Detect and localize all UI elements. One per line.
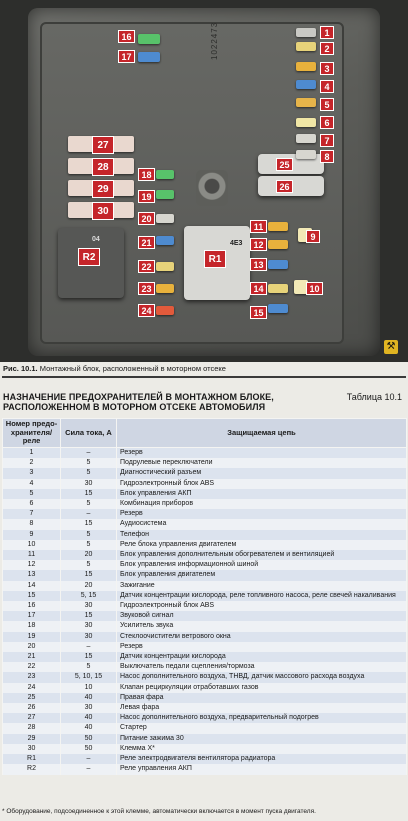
circuit-cell: Резерв	[117, 642, 407, 652]
current-cell: 30	[61, 479, 117, 489]
wrench-icon: ⚒	[384, 340, 398, 354]
table-row	[3, 683, 407, 693]
current-cell: 15	[61, 519, 117, 529]
label-19: 19	[138, 190, 155, 203]
caption-label: Рис. 10.1.	[3, 364, 38, 373]
table-row	[3, 632, 407, 642]
table-row	[3, 479, 407, 489]
fuse-1	[296, 28, 316, 37]
label-7: 7	[320, 134, 334, 147]
table-row	[3, 754, 407, 764]
table-row	[3, 601, 407, 611]
footnote: * Оборудование, подсоединенное к этой клемме, автоматически включается в момент пуска двигателя.	[2, 808, 316, 815]
label-2: 2	[320, 42, 334, 55]
label-11: 11	[250, 220, 267, 233]
current-cell: 30	[61, 601, 117, 611]
table-row	[3, 652, 407, 662]
fuse-19	[156, 190, 174, 199]
circuit-cell: Гидроэлектронный блок ABS	[117, 601, 407, 611]
current-cell: 5	[61, 662, 117, 672]
current-cell: 10	[61, 683, 117, 693]
circuit-cell: Диагностический разъем	[117, 468, 407, 478]
circuit-cell: Стартер	[117, 723, 407, 733]
label-25: 25	[276, 158, 293, 171]
fuse-number-cell: 6	[3, 499, 61, 509]
fuse-number-cell: 7	[3, 509, 61, 519]
current-cell: 5	[61, 540, 117, 550]
fuse-box-photo	[0, 0, 408, 362]
fuse-number-cell: 29	[3, 734, 61, 744]
section-divider	[2, 376, 406, 378]
fuse-3	[296, 62, 316, 71]
fuse-number-cell: 20	[3, 642, 61, 652]
fuse-number-cell: 24	[3, 683, 61, 693]
circuit-cell: Датчик концентрации кислорода, реле топливного насоса, реле свечей накаливания	[117, 591, 407, 601]
table-row	[3, 723, 407, 733]
current-cell: 20	[61, 581, 117, 591]
table-row	[3, 499, 407, 509]
table-row	[3, 560, 407, 570]
fuse-4	[296, 80, 316, 89]
fuse-number-cell: 25	[3, 693, 61, 703]
label-26: 26	[276, 180, 293, 193]
label-18: 18	[138, 168, 155, 181]
table-row	[3, 530, 407, 540]
table-row	[3, 489, 407, 499]
current-cell: 30	[61, 621, 117, 631]
table-row	[3, 591, 407, 601]
circuit-cell: Блок управления информационной шиной	[117, 560, 407, 570]
fuse-21	[156, 236, 174, 245]
label-28: 28	[92, 158, 114, 176]
header-fuse-number: Номер предо-хранителя/реле	[3, 419, 61, 448]
circuit-cell: Реле управления АКП	[117, 764, 407, 774]
current-cell: 30	[61, 703, 117, 713]
circuit-cell: Комбинация приборов	[117, 499, 407, 509]
current-cell: 40	[61, 693, 117, 703]
label-8: 8	[320, 150, 334, 163]
fuse-23	[156, 284, 174, 293]
fuse-18	[156, 170, 174, 179]
circuit-cell: Звуковой сигнал	[117, 611, 407, 621]
current-cell: –	[61, 764, 117, 774]
relay-r2-marking: 04	[92, 236, 100, 243]
circuit-cell: Левая фара	[117, 703, 407, 713]
current-cell: 20	[61, 550, 117, 560]
current-cell: 15	[61, 611, 117, 621]
table-row	[3, 693, 407, 703]
label-16: 16	[118, 30, 135, 43]
table-heading	[3, 392, 323, 412]
circuit-cell: Блок управления АКП	[117, 489, 407, 499]
label-13: 13	[250, 258, 267, 271]
table-row	[3, 540, 407, 550]
circuit-cell: Правая фара	[117, 693, 407, 703]
fuse-number-cell: 12	[3, 560, 61, 570]
fuse-number-cell: 9	[3, 530, 61, 540]
table-row	[3, 509, 407, 519]
current-cell: 5	[61, 458, 117, 468]
header-circuit: Защищаемая цепь	[117, 419, 407, 448]
label-12: 12	[250, 238, 267, 251]
table-row	[3, 468, 407, 478]
table-header-row	[3, 419, 407, 448]
label-17: 17	[118, 50, 135, 63]
label-29: 29	[92, 180, 114, 198]
fuse-5	[296, 98, 316, 107]
current-cell: 5	[61, 468, 117, 478]
label-15: 15	[250, 306, 267, 319]
label-20: 20	[138, 212, 155, 225]
fuse-22	[156, 262, 174, 271]
circuit-cell: Телефон	[117, 530, 407, 540]
fuse-24	[156, 306, 174, 315]
circuit-cell: Резерв	[117, 448, 407, 459]
fuse-7	[296, 134, 316, 143]
current-cell: –	[61, 754, 117, 764]
fuse-number-cell: 28	[3, 723, 61, 733]
current-cell: 5	[61, 530, 117, 540]
table-number: Таблица 10.1	[346, 392, 402, 402]
fuse-number-cell: R2	[3, 764, 61, 774]
circuit-cell: Стеклоочистители ветрового окна	[117, 632, 407, 642]
current-cell: 15	[61, 489, 117, 499]
relay-r1-marking: 4E3	[230, 240, 243, 247]
label-r2: R2	[78, 248, 100, 266]
label-22: 22	[138, 260, 155, 273]
label-21: 21	[138, 236, 155, 249]
fuse-8	[296, 150, 316, 159]
table-row	[3, 448, 407, 459]
fuse-number-cell: 17	[3, 611, 61, 621]
current-cell: 15	[61, 570, 117, 580]
fuse-number-cell: 11	[3, 550, 61, 560]
fuse-number-cell: 21	[3, 652, 61, 662]
table-row	[3, 713, 407, 723]
fuse-number-cell: 1	[3, 448, 61, 459]
circuit-cell: Реле блока управления двигателем	[117, 540, 407, 550]
current-cell: 50	[61, 744, 117, 754]
circuit-cell: Резерв	[117, 509, 407, 519]
current-cell: 40	[61, 713, 117, 723]
label-1: 1	[320, 26, 334, 39]
fuse-number-cell: 23	[3, 672, 61, 682]
table-row	[3, 642, 407, 652]
label-9: 9	[306, 230, 320, 243]
fuse-15	[268, 304, 288, 313]
fuse-number-cell: 18	[3, 621, 61, 631]
label-14: 14	[250, 282, 267, 295]
fuse-13	[268, 260, 288, 269]
label-3: 3	[320, 62, 334, 75]
fuse-number-cell: 3	[3, 468, 61, 478]
fuse-number-cell: 14	[3, 581, 61, 591]
table-row	[3, 458, 407, 468]
fuse-14	[268, 284, 288, 293]
label-10: 10	[306, 282, 323, 295]
box-engraving: 1022473	[210, 21, 219, 60]
current-cell: –	[61, 448, 117, 459]
table-row	[3, 581, 407, 591]
table-row	[3, 672, 407, 682]
fuse-number-cell: 8	[3, 519, 61, 529]
circuit-cell: Клемма X*	[117, 744, 407, 754]
label-27: 27	[92, 136, 114, 154]
fuse-number-cell: 5	[3, 489, 61, 499]
circuit-cell: Выключатель педали сцепления/тормоза	[117, 662, 407, 672]
fuse-number-cell: R1	[3, 754, 61, 764]
fuse-number-cell: 10	[3, 540, 61, 550]
label-5: 5	[320, 98, 334, 111]
current-cell: –	[61, 642, 117, 652]
fuse-table	[2, 418, 407, 775]
fuse-number-cell: 13	[3, 570, 61, 580]
fuse-number-cell: 4	[3, 479, 61, 489]
current-cell: 50	[61, 734, 117, 744]
fuse-2	[296, 42, 316, 51]
table-row	[3, 621, 407, 631]
table-row	[3, 764, 407, 774]
table-row	[3, 744, 407, 754]
fuse-12	[268, 240, 288, 249]
fuse-number-cell: 30	[3, 744, 61, 754]
table-row	[3, 611, 407, 621]
fuse-number-cell: 2	[3, 458, 61, 468]
label-23: 23	[138, 282, 155, 295]
label-4: 4	[320, 80, 334, 93]
circuit-cell: Блок управления дополнительным обогревателем и вентиляцией	[117, 550, 407, 560]
circuit-cell: Гидроэлектронный блок ABS	[117, 479, 407, 489]
fuse-number-cell: 15	[3, 591, 61, 601]
fuse-6	[296, 118, 316, 127]
circuit-cell: Реле электродвигателя вентилятора радиатора	[117, 754, 407, 764]
fuse-20	[156, 214, 174, 223]
figure-caption	[3, 364, 407, 374]
mounting-nut	[196, 170, 228, 206]
label-30: 30	[92, 202, 114, 220]
label-24: 24	[138, 304, 155, 317]
table-row	[3, 519, 407, 529]
circuit-cell: Зажигание	[117, 581, 407, 591]
fuse-number-cell: 22	[3, 662, 61, 672]
table-row	[3, 570, 407, 580]
label-6: 6	[320, 116, 334, 129]
table-row	[3, 550, 407, 560]
current-cell: 30	[61, 632, 117, 642]
heading-line-1: НАЗНАЧЕНИЕ ПРЕДОХРАНИТЕЛЕЙ В МОНТАЖНОМ БЛОКЕ,	[3, 392, 274, 402]
fuse-11	[268, 222, 288, 231]
circuit-cell: Аудиосистема	[117, 519, 407, 529]
circuit-cell: Датчик концентрации кислорода	[117, 652, 407, 662]
circuit-cell: Блок управления двигателем	[117, 570, 407, 580]
circuit-cell: Подрулевые переключатели	[117, 458, 407, 468]
current-cell: 5, 10, 15	[61, 672, 117, 682]
circuit-cell: Клапан рециркуляции отработавших газов	[117, 683, 407, 693]
current-cell: 5	[61, 560, 117, 570]
fuse-number-cell: 16	[3, 601, 61, 611]
current-cell: 5, 15	[61, 591, 117, 601]
label-r1: R1	[204, 250, 226, 268]
heading-line-2: РАСПОЛОЖЕННОМ В МОТОРНОМ ОТСЕКЕ АВТОМОБИЛЯ	[3, 402, 266, 412]
fuse-16	[138, 34, 160, 44]
circuit-cell: Усилитель звука	[117, 621, 407, 631]
caption-text: Монтажный блок, расположенный в моторном отсеке	[39, 364, 226, 373]
table-row	[3, 703, 407, 713]
fuse-number-cell: 19	[3, 632, 61, 642]
fuse-number-cell: 26	[3, 703, 61, 713]
fuse-17	[138, 52, 160, 62]
table-row	[3, 734, 407, 744]
fuse-number-cell: 27	[3, 713, 61, 723]
current-cell: 40	[61, 723, 117, 733]
circuit-cell: Насос дополнительного воздуха, ТНВД, датчик массового расхода воздуха	[117, 672, 407, 682]
table-row	[3, 662, 407, 672]
circuit-cell: Насос дополнительного воздуха, предварительный подогрев	[117, 713, 407, 723]
current-cell: 5	[61, 499, 117, 509]
header-current: Сила тока, А	[61, 419, 117, 448]
circuit-cell: Питание зажима 30	[117, 734, 407, 744]
current-cell: 15	[61, 652, 117, 662]
current-cell: –	[61, 509, 117, 519]
